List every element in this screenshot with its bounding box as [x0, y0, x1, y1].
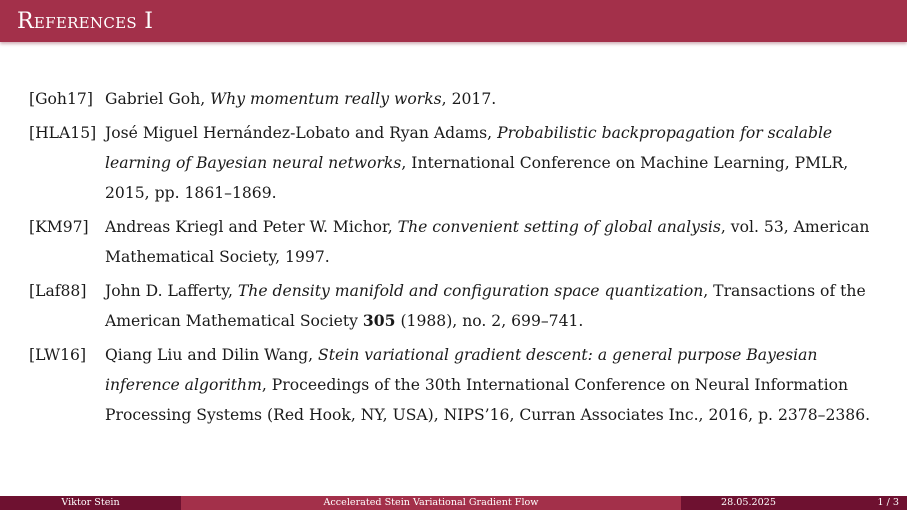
- reference-entry: [29, 212, 879, 272]
- reference-detail: , Proceedings of the 30th International Conference on Neural Information Processing Systems (Red Hook, NY, USA), NIPS’16, Curran Associates Inc., 2016, p. 2378–2386.: [105, 376, 871, 424]
- reference-detail: José Miguel Hernández-Lobato and Ryan Adams,: [105, 124, 498, 142]
- reference-detail: (1988), no. 2, 699–741.: [395, 312, 584, 330]
- reference-title: Probabilistic backpropagation for scalable learning of Bayesian neural networks: [105, 124, 833, 172]
- reference-title: The convenient setting of global analysis: [397, 218, 721, 236]
- reference-text: [105, 212, 879, 272]
- reference-detail: , vol. 53, American Mathematical Society, 1997.: [105, 218, 870, 266]
- reference-text: [105, 340, 879, 430]
- reference-key: [Laf88]: [29, 282, 87, 300]
- reference-title: Stein variational gradient descent: a general purpose Bayesian inference algorithm: [105, 346, 818, 394]
- reference-key: [LW16]: [29, 346, 87, 364]
- reference-text: [105, 118, 879, 208]
- footer-author: Viktor Stein: [0, 496, 181, 510]
- reference-key: [HLA15]: [29, 124, 97, 142]
- reference-detail: Qiang Liu and Dilin Wang,: [105, 346, 319, 364]
- reference-title: The density manifold and configuration space quantization: [237, 282, 704, 300]
- reference-detail: , Transactions of the American Mathematical Society: [105, 282, 866, 330]
- reference-detail: Andreas Kriegl and Peter W. Michor,: [105, 218, 398, 236]
- reference-text: [105, 276, 879, 336]
- reference-title: Why momentum really works: [210, 90, 442, 108]
- slide-footer: [0, 496, 907, 510]
- footer-date: 28.05.2025: [681, 496, 816, 510]
- reference-detail: John D. Lafferty,: [105, 282, 238, 300]
- references-list: [29, 84, 879, 434]
- reference-detail: Gabriel Goh,: [105, 90, 211, 108]
- footer-page-number: 1 / 3: [816, 496, 907, 510]
- reference-entry: [29, 84, 879, 114]
- reference-entry: [29, 118, 879, 208]
- reference-text: [105, 84, 879, 114]
- slide-title: References I: [17, 9, 154, 34]
- reference-key: [KM97]: [29, 218, 89, 236]
- reference-entry: [29, 276, 879, 336]
- reference-key: [Goh17]: [29, 90, 93, 108]
- reference-detail: , 2017.: [441, 90, 497, 108]
- reference-detail: , International Conference on Machine Learning, PMLR, 2015, pp. 1861–1869.: [105, 154, 849, 202]
- slide-header: [0, 0, 907, 42]
- reference-entry: [29, 340, 879, 430]
- reference-volume: 305: [362, 311, 396, 330]
- footer-talk-title: Accelerated Stein Variational Gradient Flow: [181, 496, 681, 510]
